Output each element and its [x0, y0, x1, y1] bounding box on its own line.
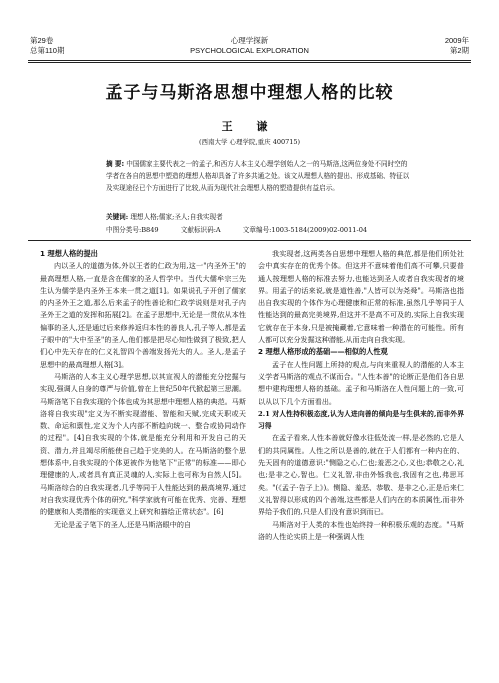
- author: 王 谦: [221, 120, 278, 133]
- abstract-label: 摘 要:: [106, 160, 125, 168]
- abstract-text: 中国儒家主要代表之一的孟子,和西方人本主义心理学创始人之一的马斯洛,这两位身处不同时空的学者在各自的思想中塑造的理想人格却具备了许多共通之处。该文从理想人格的提出、形成基础、特征以及实现途径已个方面进行了比较,从而为现代社会理想人格的塑造提供有益启示。: [106, 160, 410, 192]
- paper-title: 孟子与马斯洛思想中理想人格的比较: [105, 83, 394, 103]
- abstract: [106, 158, 411, 194]
- keywords-label: 关键词:: [106, 213, 129, 221]
- left-column: [40, 248, 246, 531]
- header-rule-thin: [28, 62, 471, 63]
- body-paragraph: 在孟子看来,人性本善就好像水往低处流一样,是必然的,它是人们的共同属性。人性之所以是善的,就在于人们都有一种内在的、先天固有的道德意识:"恻隐之心,仁也;羞恶之心,义也;恭敬之心,礼也;是非之心,智也。仁义礼智,非由外铄我也,我固有之也,弗思耳矣。"(《孟子·告子上》)。恻隐、羞恶、恭敬、是非之心,正是后来仁义礼智得以形成的四个善端,这些都是人们内在的本质属性,而非外界给予我们的,只是人们没有意识到而已。: [258, 433, 464, 517]
- keywords-text: 理想人格;儒家;圣人;自我实现者: [130, 213, 223, 221]
- section-heading: 2 理想人格形成的基础——相似的人性观: [258, 347, 388, 357]
- doc-code: 文献标识码:A: [180, 226, 221, 234]
- clc-number: 中图分类号:B849: [106, 226, 159, 234]
- section-heading: 1 理想人格的提出: [40, 249, 98, 258]
- body-paragraph: 马斯洛的人本主义心理学思想,以其宣视人的潜能充分挖掘与实现,强调人自身的尊严与价值,曾在上世纪50年代掀起第三思潮。马斯洛笔下自我实现的个体也成为其思想中理想人格的典范。马斯洛将自我实现"定义为不断实现潜能、智能和天赋,完成天职或天数、命运和禀性,定义为个人内部不断趋向统一、整合或协同动作的过程"。[4]自我实现的个体,就是能充分利用和开发自己的天资、潜力,并且竭尽所能使自己趋于完美的人。在马斯洛的整个思想体系中,自我实现的个体更被作为他笔下"正常"的标准——即心理健康的人,或者具有真正灵魂的人,实际上也可称为自然人[5]。马斯洛综合的自我实现者,几乎等同于人性能达到的最高境界,通过对自我实现优秀个体的研究,"科学家就有可能在优秀、完善、理想的健康和人类潜能的实现意义上研究和描绘正常状态"。[6]: [40, 371, 246, 517]
- body-paragraph: 无论是孟子笔下的圣人,还是马斯洛眼中的自: [54, 519, 192, 529]
- body-rule: [28, 240, 471, 241]
- journal-issue: 2009年 第2期: [444, 36, 469, 55]
- article-id: 文章编号:1003-5184(2009)02-0011-04: [242, 226, 368, 234]
- keywords: [106, 211, 223, 221]
- affiliation: (西南大学 心理学院,重庆 400715): [198, 138, 301, 146]
- right-column: [258, 248, 464, 543]
- body-paragraph: 内以圣人的道德为体,外以王者的仁政为用,这一"内圣外王"的最高理想人格,一直是含在儒家的圣人哲学中。当代大儒牟宗三先生认为儒学是内圣外王本来一贯之道[1]。如果说孔子开创了儒家的内圣外王之道,那么后来孟子的性善论和仁政学说则是对孔子内圣外王之道的发挥和拓展[2]。在孟子思想中,无论是一贯依从本性偏事的圣人,还是通过后来修养返归本性的善良人,孔子等人,都是孟子眼中的"大中至圣"的圣人,他们都是把尽心知性做到了极致,把人们心中先天存在的仁义礼智四个善端发扬光大的人。圣人,是孟子思想中的最高理想人格[3]。: [40, 261, 246, 369]
- body-paragraph: 我实现者,这两类各自思想中理想人格的典范,都是他们所处社会中真实存在的优秀个体。但这并不意味着他们高不可攀,只要普通人按理想人格的标准去努力,也能达到圣人或者自我实现者的境界。用孟子的话来说,就是道性善,"人皆可以为尧舜"。马斯洛也指出自我实现的个体作为心理健康和正常的标准,虽然几乎等同于人性能达到的最高完美境界,但这并不是高不可及的,实际上自我实现它就存在于本身,只是被掩藏着,它意味着一种潜在的可能性。所有人都可以充分发掘这种潜能,从而走向自我实现。: [258, 249, 464, 345]
- header-rule: [28, 60, 471, 61]
- body-paragraph: 马斯洛对于人类的本性也始终持一种积极乐观的态度。"马斯洛的人性论实质上是一种强调人性: [258, 519, 464, 541]
- journal-name: 心理学探新 PSYCHOLOGICAL EXPLORATION: [190, 36, 309, 55]
- body-paragraph: 孟子在人性问题上所持的观点,与向来重视人的潜能的人本主义学者马斯洛的观点不谋而合。"人性本善"的论断正是他们各自思想中建构理想人格的基础。孟子和马斯洛在人性问题上的一致,可以从以下几个方面看出。: [258, 359, 464, 406]
- classification-info: [106, 224, 411, 234]
- journal-volume: 第29卷 总第110期: [30, 36, 65, 55]
- section-heading: 2.1 对人性持积极态度,认为人进向善的倾向是与生俱来的,而非外界习得: [258, 409, 464, 431]
